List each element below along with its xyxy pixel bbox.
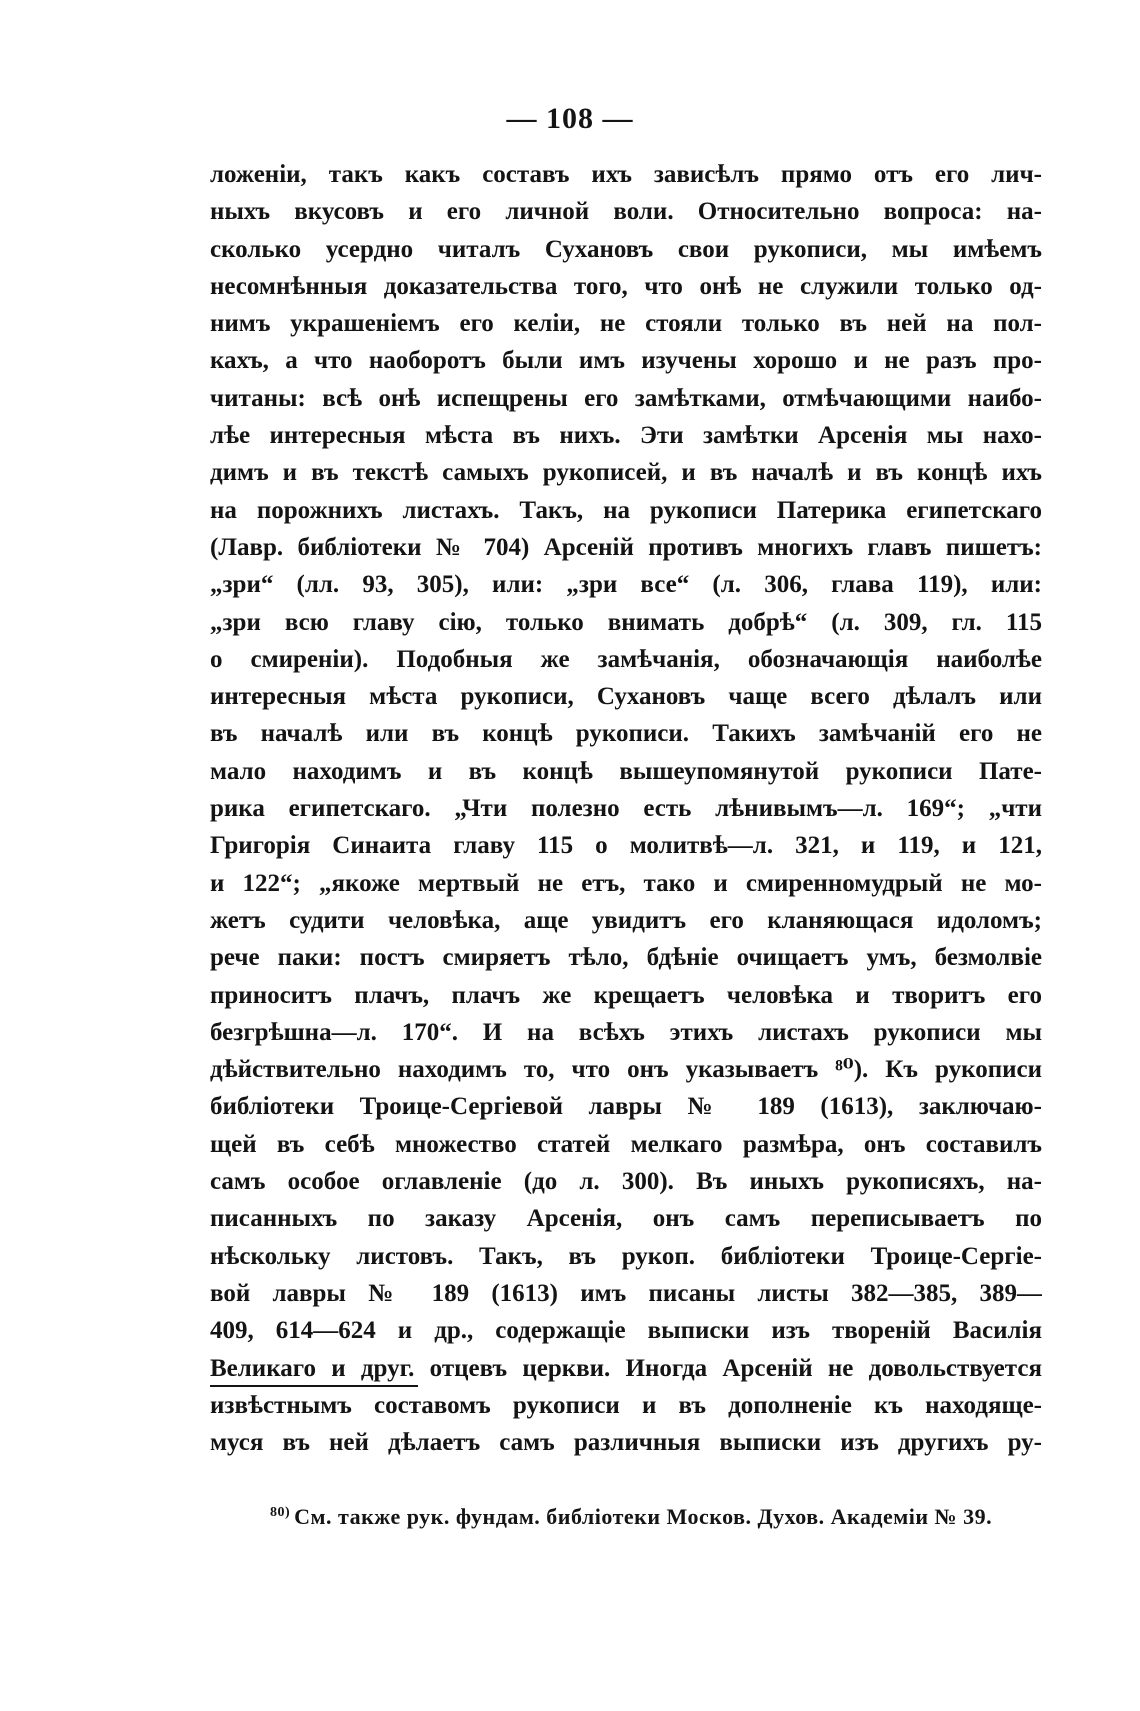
- text-line: ложеніи, такъ какъ составъ ихъ зависѣлъ прямо отъ его лич-: [210, 161, 1042, 188]
- text-line: „зри всю главу сію, только внимать добрѣ“ (л. 309, гл. 115: [210, 608, 1042, 636]
- text-line: „зри“ (лл. 93, 305), или: „зри все“ (л. 306, глава 119), или:: [210, 571, 1042, 599]
- text-line: о смиреніи). Подобныя же замѣчанія, обозначающія наиболѣе: [210, 645, 1042, 673]
- text-line: Великаго и друг. отцевъ церкви. Иногда Арсеній не довольствуется: [210, 1354, 1042, 1382]
- text-line: муся въ ней дѣлаетъ самъ различныя выписки изъ другихъ ру-: [210, 1429, 1042, 1457]
- text-line: дѣйствительно находимъ то, что онъ указываетъ ⁸⁰). Къ рукописи: [210, 1056, 1042, 1084]
- text-line: несомнѣнныя доказательства того, что онѣ не служили только од-: [210, 272, 1042, 300]
- footnote-text: См. также рук. фундам. библіотеки Москов. Духов. Академіи № 39.: [294, 1504, 993, 1529]
- text-line: димъ и въ текстѣ самыхъ рукописей, и въ началѣ и въ концѣ ихъ: [210, 459, 1042, 487]
- footnote-marker: 80): [270, 1505, 291, 1520]
- text-line: самъ особое оглавленіе (до л. 300). Въ иныхъ рукописяхъ, на-: [210, 1168, 1042, 1196]
- text-line: мало находимъ и въ концѣ вышеупомянутой рукописи Пате-: [210, 757, 1042, 785]
- text-line: интересныя мѣста рукописи, Сухановъ чаще всего дѣлалъ или: [210, 683, 1042, 711]
- text-line: сколько усердно читалъ Сухановъ свои рукописи, мы имѣемъ: [210, 235, 1042, 263]
- page-number: — 108 —: [506, 102, 634, 135]
- text-line: нѣскольку листовъ. Такъ, въ рукоп. библіотеки Троице-Сергіе-: [210, 1242, 1042, 1270]
- text-line: приноситъ плачъ, плачъ же крещаетъ человѣка и творитъ его: [210, 981, 1042, 1009]
- text-line: лѣе интересныя мѣста въ нихъ. Эти замѣтки Арсенія мы нахо-: [210, 422, 1042, 450]
- text-line: рече паки: постъ смиряетъ тѣло, бдѣніе очищаетъ умъ, безмолвіе: [210, 944, 1042, 972]
- text-line: читаны: всѣ онѣ испещрены его замѣтками, отмѣчающими наибо-: [210, 384, 1042, 412]
- footnote: [270, 1504, 992, 1530]
- text-line: жетъ судити человѣка, аще увидитъ его кланяющася идоломъ;: [210, 906, 1042, 934]
- text-line: ныхъ вкусовъ и его личной воли. Относительно вопроса: на-: [210, 198, 1042, 226]
- text-line: извѣстнымъ составомъ рукописи и въ дополненіе къ находяще-: [210, 1391, 1042, 1419]
- text-line: нимъ украшеніемъ его келіи, не стояли только въ ней на пол-: [210, 310, 1042, 338]
- text-line: безгрѣшна—л. 170“. И на всѣхъ этихъ листахъ рукописи мы: [210, 1018, 1042, 1046]
- main-text-block: [210, 156, 1042, 1461]
- text-line: 409, 614—624 и др., содержащіе выписки изъ твореній Василія: [210, 1317, 1042, 1345]
- text-line: и 122“; „якоже мертвый не етъ, тако и смиренномудрый не мо-: [210, 869, 1042, 897]
- text-line: вой лавры № 189 (1613) имъ писаны листы 382—385, 389—: [210, 1279, 1042, 1307]
- text-line: (Лавр. библіотеки № 704) Арсеній противъ многихъ главъ пишетъ:: [210, 533, 1042, 561]
- text-line: Григорія Синаита главу 115 о молитвѣ—л. 321, и 119, и 121,: [210, 832, 1042, 860]
- text-line: библіотеки Троице-Сергіевой лавры № 189 (1613), заключаю-: [210, 1093, 1042, 1121]
- text-line: въ началѣ или въ концѣ рукописи. Такихъ замѣчаній его не: [210, 720, 1042, 748]
- text-line: рика египетскаго. „Чти полезно есть лѣнивымъ—л. 169“; „чти: [210, 795, 1042, 823]
- text-line: щей въ себѣ множество статей мелкаго размѣра, онъ составилъ: [210, 1130, 1042, 1158]
- footnote-divider: [210, 1385, 418, 1387]
- text-line: кахъ, а что наоборотъ были имъ изучены хорошо и не разъ про-: [210, 347, 1042, 375]
- text-line: писанныхъ по заказу Арсенія, онъ самъ переписываетъ по: [210, 1205, 1042, 1233]
- text-line: на порожнихъ листахъ. Такъ, на рукописи Патерика египетскаго: [210, 496, 1042, 524]
